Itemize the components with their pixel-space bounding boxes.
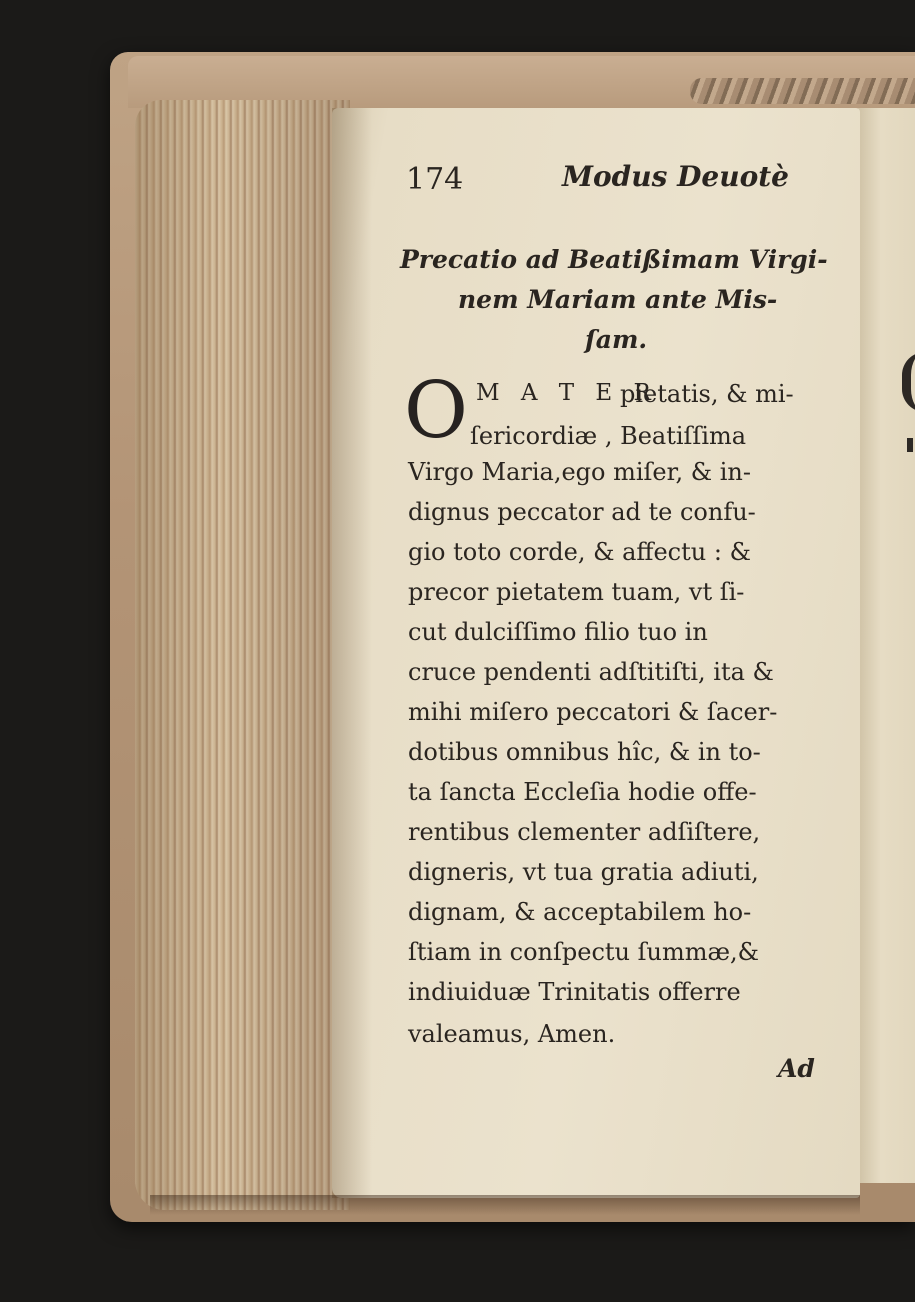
body-line: digneris, vt tua gratia adiuti, bbox=[408, 858, 759, 886]
binding-cord bbox=[690, 78, 915, 104]
body-line: dignus peccator ad te confu- bbox=[408, 498, 756, 526]
page-gutter-shadow bbox=[332, 108, 372, 1198]
page-block-shade bbox=[135, 100, 350, 1210]
opening-word: M A T E R bbox=[476, 380, 658, 406]
catchword: Ad bbox=[778, 1054, 815, 1083]
title-line: nem Mariam ante Mis- bbox=[458, 285, 778, 314]
prayer-title bbox=[400, 240, 850, 360]
body-line: indiuiduæ Trinitatis offerre bbox=[408, 978, 741, 1006]
body-line: dotibus omnibus hîc, & in to- bbox=[408, 738, 761, 766]
body-line: gio toto corde, & affectu : & bbox=[408, 538, 751, 566]
body-line: pietatis, & mi- bbox=[620, 380, 794, 408]
body-line: ta ſancta Eccleſia hodie offe- bbox=[408, 778, 757, 806]
body-line: ſtiam in conſpectu ſummæ,& bbox=[408, 938, 760, 966]
body-line: precor pietatem tuam, vt ſi- bbox=[408, 578, 745, 606]
page-number: 174 bbox=[406, 162, 464, 197]
body-line: rentibus clementer adſiſtere, bbox=[408, 818, 761, 846]
facing-page-letter-fragment bbox=[907, 438, 913, 452]
body-line: ſericordiæ , Beatiſſima bbox=[470, 422, 747, 450]
drop-capital: O bbox=[404, 366, 468, 456]
body-line: cut dulciſſimo filio tuo in bbox=[408, 618, 708, 646]
body-line: Virgo Maria,ego miſer, & in- bbox=[408, 458, 751, 486]
body-line: cruce pendenti adſtitiſti, ita & bbox=[408, 658, 774, 686]
facing-page bbox=[858, 108, 915, 1183]
body-line: mihi miſero peccatori & ſacer- bbox=[408, 698, 778, 726]
running-head: Modus Deuotè bbox=[562, 160, 789, 193]
title-line: ſam. bbox=[585, 325, 648, 354]
bottom-shadow bbox=[150, 1195, 860, 1215]
body-line: valeamus, Amen. bbox=[408, 1020, 616, 1048]
title-line: Precatio ad Beatißimam Virgi- bbox=[400, 245, 828, 274]
body-line: dignam, & acceptabilem ho- bbox=[408, 898, 752, 926]
